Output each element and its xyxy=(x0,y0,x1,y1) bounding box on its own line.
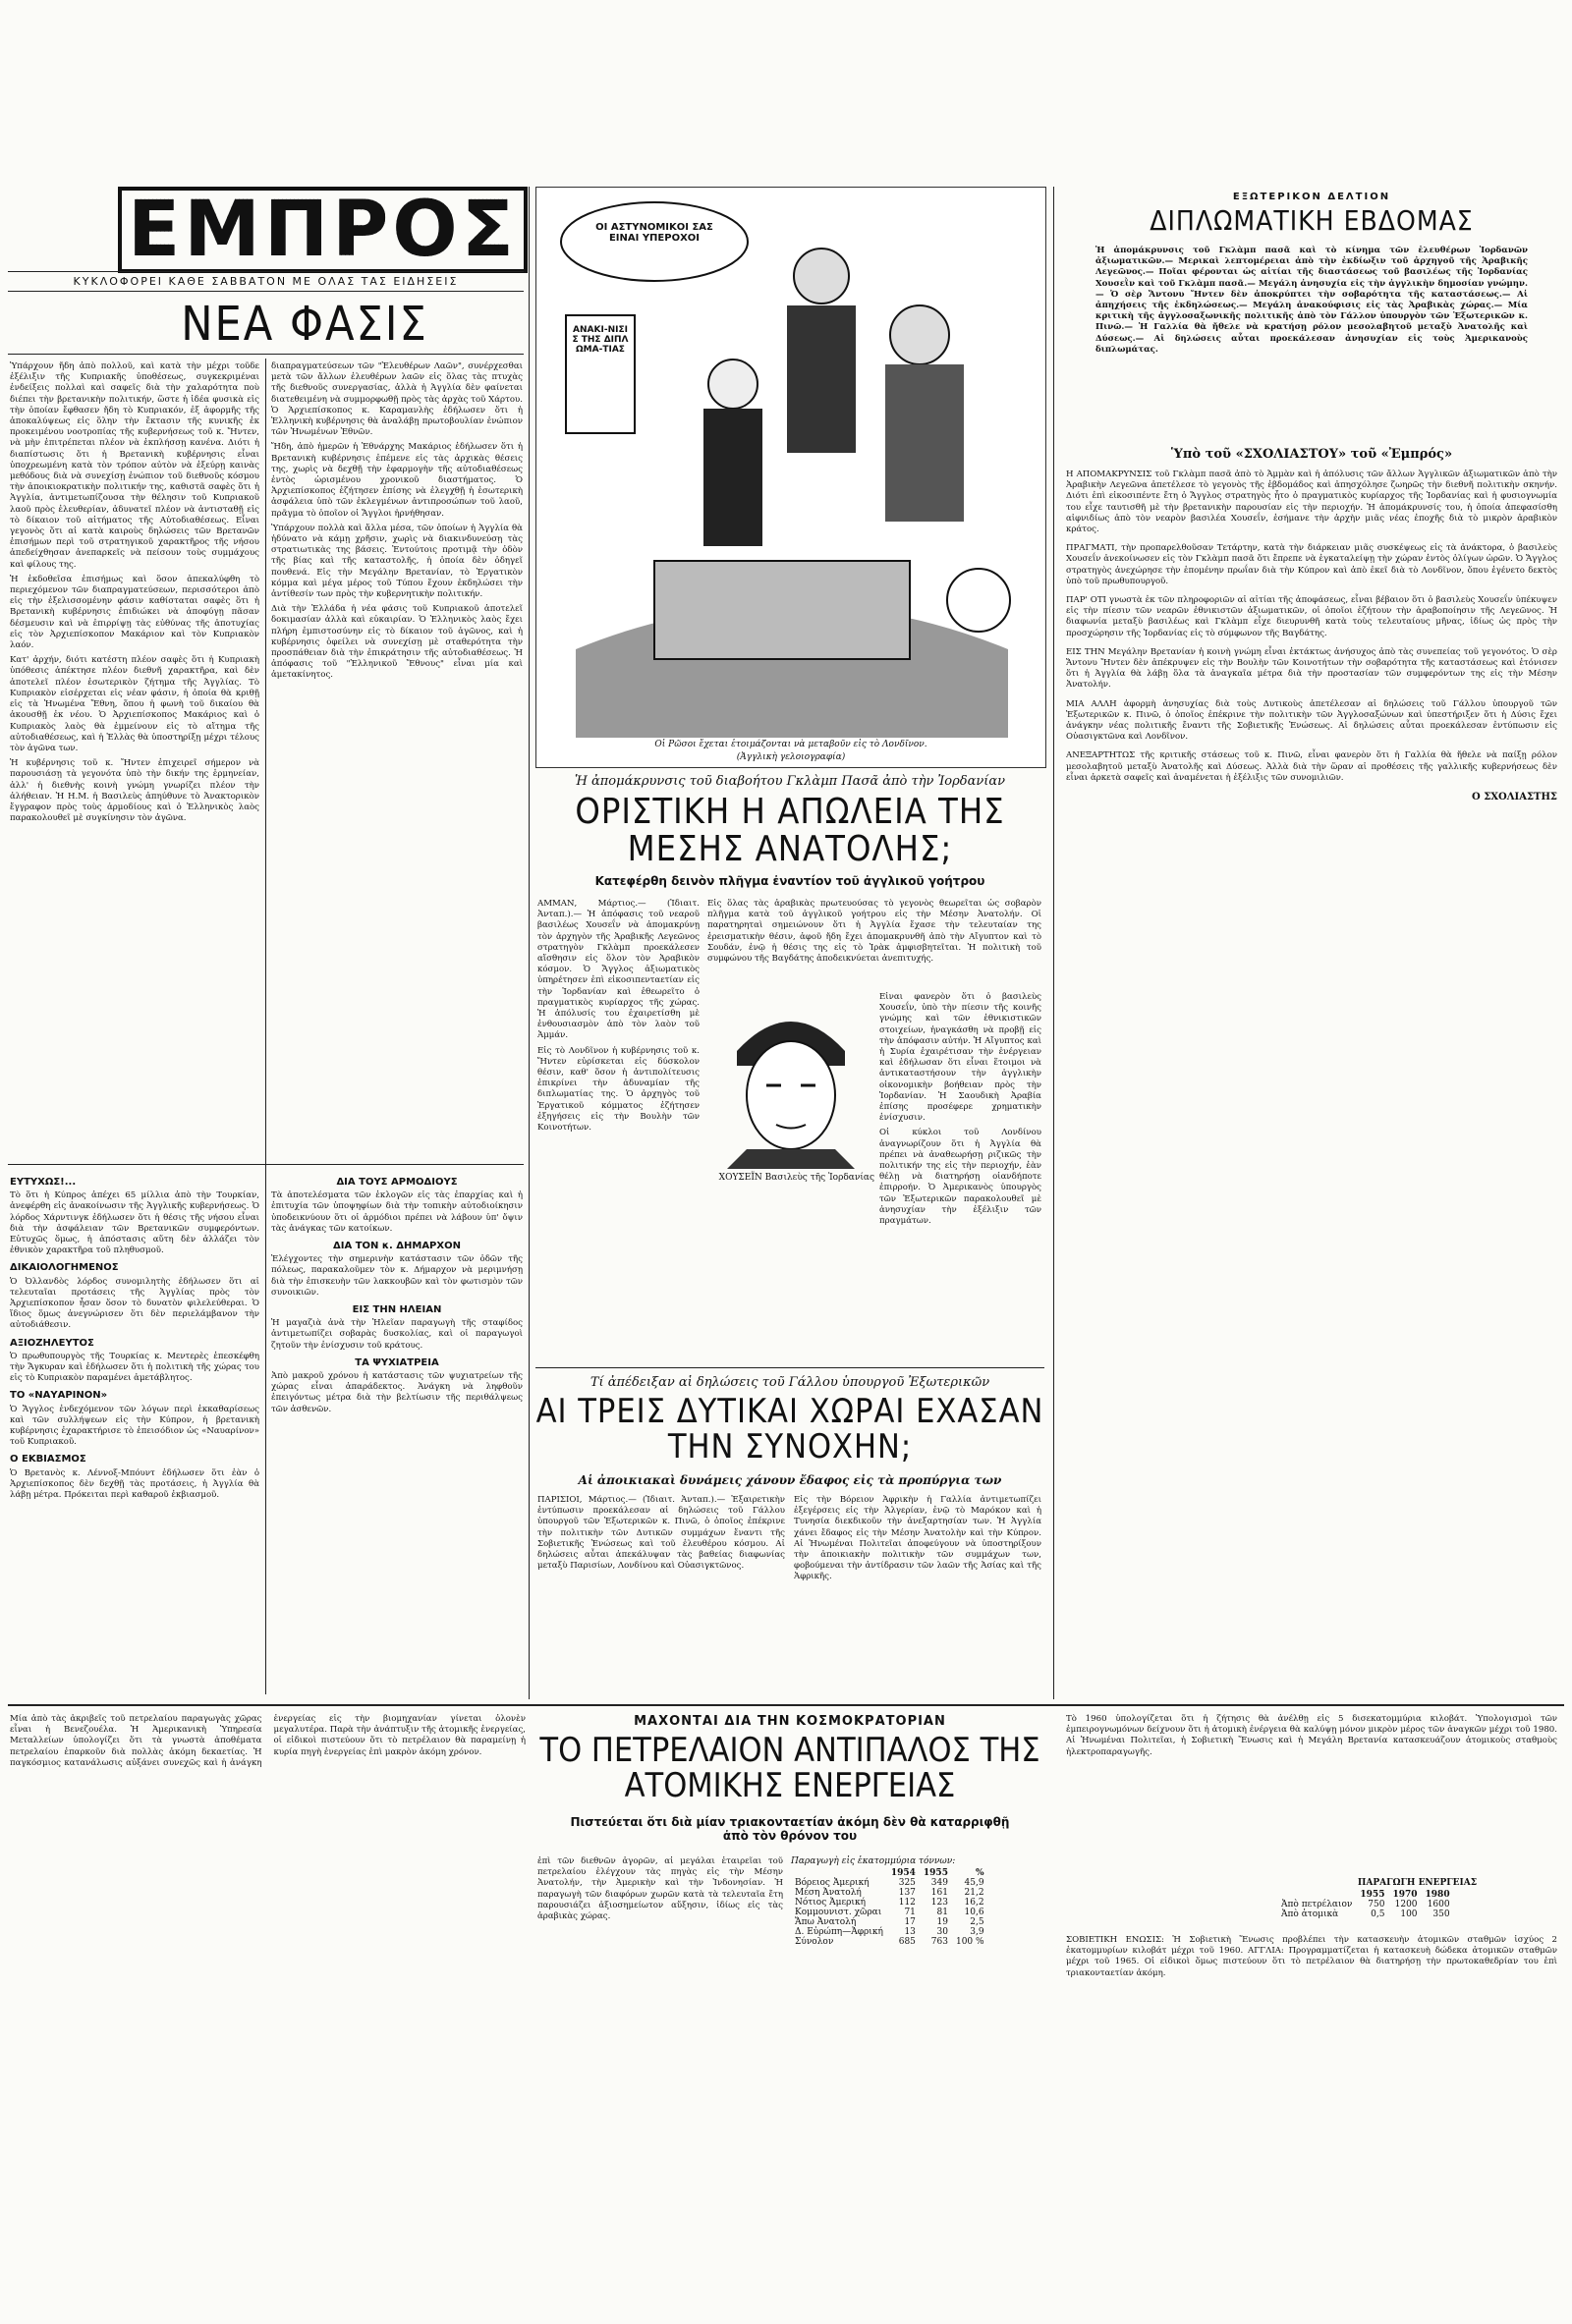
item-text: Ὁ Βρετανὸς κ. Λέννοξ-Μπόυντ ἐδήλωσεν ὅτι ἐὰν ὁ Ἀρχιεπίσκοπος δὲν δεχθῇ τὰς προτάσεις, ἡ Ἀγγλία θὰ λάβῃ μέτρα. Πρόκειται περὶ καθαροῦ ἐκβιασμοῦ. xyxy=(10,1467,259,1501)
right-article xyxy=(1066,470,1557,1697)
paragraph: ΠΡΑΓΜΑΤΙ, τὴν προπαρελθοῦσαν Τετάρτην, κατὰ τὴν διάρκειαν μιᾶς συσκέψεως εἰς τὰ ἀνάκτορα, ὁ βασιλεὺς Χουσεΐν ἀνεκοίνωσεν εἰς τὸν Γκλὰμπ πασᾶ ὅτι ἔπρεπε νὰ ἐγκαταλείψῃ τὴν χώραν ἐντὸς ὀλίγων ὡρῶν. Ὁ Ἄγγλος στρατηγὸς ἀνεχώρησε τὴν ἑπομένην πρωΐαν διὰ τὴν Κύπρον καὶ ἀπὸ ἐκεῖ διὰ τὸ Λονδῖνον, ὅπου ἐγένετο δεκτὸς ὑπὸ τοῦ πρωθυπουργοῦ. xyxy=(1066,543,1557,586)
lead-article-col1 xyxy=(10,361,259,1157)
table-cell: 2,5 xyxy=(970,1917,984,1927)
table-row xyxy=(791,1878,988,1888)
table-row xyxy=(791,1908,988,1917)
table-cell: 71 xyxy=(904,1908,916,1917)
bottom-article-right xyxy=(1066,1714,1557,1871)
paragraph: Διὰ τὴν Ἑλλάδα ἡ νέα φάσις τοῦ Κυπριακοῦ ἀποτελεῖ δοκιμασίαν ἀλλὰ καὶ εὐκαιρίαν. Ὁ Ἑλληνικὸς λαὸς ἔχει πλήρη ἐμπιστοσύνην εἰς τὸ δίκαιον τοῦ ἀγῶνος, καὶ ἡ κυβέρνησις ὀφείλει νὰ συνεχίσῃ μὲ σταθερότητα τὴν προσπάθειαν διὰ τὴν ἐπικράτησιν τῆς αὐτοδιαθέσεως. Ἡ ἀπόφασις τοῦ "Ἑλληνικοῦ Ἔθνους" εἶναι μία καὶ ἀμετακίνητος. xyxy=(271,604,523,681)
table-cell: 100 xyxy=(1400,1909,1418,1919)
table-header-cell: 1980 xyxy=(1425,1890,1450,1900)
bottom-article-mid xyxy=(537,1856,783,2313)
table-cell: 112 xyxy=(898,1898,916,1908)
paragraph: ΑΝΕΞΑΡΤΗΤΩΣ τῆς κριτικῆς στάσεως τοῦ κ. Πινῶ, εἶναι φανερὸν ὅτι ἡ Γαλλία θὰ ἤθελε νὰ παίξῃ ρόλον μεσολαβητοῦ μεταξὺ Ἀνατολῆς καὶ Δύσεως. Ἀλλὰ διὰ τὴν ὥραν αἱ προθέσεις τῆς γαλλικῆς κυβερνήσεως δὲν εἶναι ἀρκετὰ σαφεῖς καὶ ἀναμένεται ἡ ἐξέλιξις τῶν συνομιλιῶν. xyxy=(1066,750,1557,783)
column-rule xyxy=(265,359,266,1694)
item-title: ΕΥΤΥΧΩΣ!... xyxy=(10,1177,77,1188)
paragraph: Ὑπάρχουν πολλὰ καὶ ἄλλα μέσα, τῶν ὁποίων ἡ Ἀγγλία θὰ ἠδύνατο νὰ κάμῃ χρῆσιν, χωρὶς νὰ διακινδυνεύσῃ τὰς στρατιωτικὰς της βάσεις. Ἐντούτοις προτιμᾷ τὴν ὁδὸν τῆς βίας καὶ τῆς καταστολῆς, ἡ ὁποία δὲν ὁδηγεῖ πουθενά. Εἰς τὴν Μεγάλην Βρετανίαν, τὸ Ἐργατικὸν κόμμα καὶ μέγα μέρος τοῦ Τύπου ἔχουν ἐκδηλώσει τὴν ἀντίθεσίν των πρὸς τὴν κυβερνητικὴν πολιτικήν. xyxy=(271,523,523,600)
table-row xyxy=(791,1917,988,1927)
center-kicker-2: Τί ἀπέδειξαν αἱ δηλώσεις τοῦ Γάλλου ὑπουργοῦ Ἐξωτερικῶν xyxy=(590,1375,990,1390)
center-article-col2-top xyxy=(707,899,1041,987)
rule xyxy=(535,1367,1044,1368)
cartoon-sign-text: ΑΝΑΚΙ-ΝΙΣΙΣ ΤΗΣ ΔΙΠΛΩΜΑ-ΤΙΑΣ xyxy=(572,325,629,355)
item-title: Ο ΕΚΒΙΑΣΜΟΣ xyxy=(10,1454,86,1466)
table-cell: 3,9 xyxy=(970,1927,984,1937)
paragraph: Ἡ κυβέρνησις τοῦ κ. Ἤντεν ἐπιχειρεῖ σήμερον νὰ παρουσιάσῃ τὰ γεγονότα ὑπὸ τὴν δικήν της ἑρμηνείαν, ἀλλ' ἡ διεθνὴς κοινὴ γνώμη γνωρίζει πλέον τὴν ἀλήθειαν. Ἡ Η.Μ. ἡ Βασιλεὺς ἀπηύθυνε τὸ Ἀνακτορικὸν ἔγγραφον πρὸς τοὺς ἀρμοδίους καὶ ὁ Ἑλληνικὸς λαὸς παρακολουθεῖ μὲ συγκίνησιν τὸν ἀγῶνα. xyxy=(10,758,259,824)
news-item xyxy=(10,1177,259,1256)
column-rule xyxy=(529,187,530,1699)
table-cell: Σύνολον xyxy=(795,1937,834,1947)
center-subhead-2: Αἱ ἀποικιακαὶ δυνάμεις χάνουν ἔδαφος εἰς τὰ προπύργια των xyxy=(578,1473,1002,1487)
table-cell: 349 xyxy=(930,1878,948,1888)
news-item xyxy=(271,1241,523,1299)
item-text: Τὸ ὅτι ἡ Κύπρος ἀπέχει 65 μίλλια ἀπὸ τὴν Τουρκίαν, ἀνεφέρθη εἰς ἀνακοίνωσιν τῆς Ἀγγλικῆς κυβερνήσεως. Ὁ λόρδος Χάρντινγκ ἐδήλωσεν ὅτι ἡ θέσις τῆς νήσου εἶναι διὰ τὴν ἀσφάλειαν τῶν Βρετανικῶν συμφερόντων. Εὐτυχῶς ὅμως, ἡ ἀπόστασις αὕτη δὲν ἀλλάζει τὸν ἐθνικὸν χαρακτῆρα τοῦ πληθυσμοῦ. xyxy=(10,1190,259,1256)
table-cell: Ἄπω Ἀνατολή xyxy=(795,1917,857,1927)
table-row xyxy=(791,1888,988,1898)
table-cell: 10,6 xyxy=(964,1908,984,1917)
paragraph: ΑΜΜΑΝ, Μάρτιος.— (Ἰδιαιτ. Ἀνταπ.).— Ἡ ἀπόφασις τοῦ νεαροῦ βασιλέως Χουσεΐν νὰ ἀπομακρύνῃ τὸν ἀρχηγὸν τῆς Ἀραβικῆς Λεγεῶνος στρατηγὸν Γκλὰμπ προεκάλεσεν αἴσθησιν εἰς ὅλον τὸν Ἀραβικὸν κόσμον. Ὁ Ἄγγλος ἀξιωματικὸς ὑπηρέτησεν ἐπὶ εἰκοσιπενταετίαν εἰς τὴν Ἰορδανίαν καὶ ἐθεωρεῖτο ὁ πραγματικὸς κυρίαρχος τῆς χώρας. Ἡ ἀπόλυσίς του ἐχαιρετίσθη μὲ ἐνθουσιασμὸν ἀπὸ τὸν λαὸν τοῦ Ἀμμάν. xyxy=(537,899,700,1041)
table-title: Παραγωγὴ εἰς ἑκατομμύρια τόννων: xyxy=(791,1856,956,1866)
rule xyxy=(8,1164,524,1165)
paragraph: ΣΟΒΙΕΤΙΚΗ ΕΝΩΣΙΣ: Ἡ Σοβιετικὴ Ἕνωσις προβλέπει τὴν κατασκευὴν ἀτομικῶν σταθμῶν ἰσχύος 2 ἑκατομμυρίων κιλοβάτ μέχρι τοῦ 1960. ΑΓΓΛΙΑ: Προγραμματίζεται ἡ κατασκευὴ δώδεκα ἀτομικῶν σταθμῶν μέχρι τοῦ 1965. Οἱ εἰδικοὶ ὅμως πιστεύουν ὅτι τὸ πετρέλαιον θὰ διατηρήσῃ τὴν πρωτοκαθεδρίαν του ἐπὶ τριακονταετίαν ἀκόμη. xyxy=(1066,1935,1557,1978)
paragraph: Ἡ ἐκδοθεῖσα ἐπισήμως καὶ ὅσον ἀπεκαλύφθη τὸ περιεχόμενον τῶν διαπραγματεύσεων, περισσότεροι ἀπὸ εἰς τὴν ἐξελισσομένην φάσιν καθίσταται σαφὲς ὅτι ἡ Βρετανικὴ κυβέρνησις ἐπιδιώκει νὰ ἀποφύγῃ πᾶσαν δέσμευσιν καὶ νὰ ἐπιρρίψῃ τὰς εὐθύνας τῆς ἀποτυχίας εἰς τὸν Ἀρχιεπίσκοπον Μακάριον καὶ τὸν Κυπριακὸν λαόν. xyxy=(10,574,259,651)
item-title: ΤΑ ΨΥΧΙΑΤΡΕΙΑ xyxy=(355,1356,439,1368)
table-cell: Βόρειος Ἀμερική xyxy=(795,1878,870,1888)
right-byline: Ὑπὸ τοῦ «ΣΧΟΛΙΑΣΤΟΥ» τοῦ «Ἐμπρός» xyxy=(1170,447,1453,462)
item-title: ΔΙΚΑΙΟΛΟΓΗΜΕΝΟΣ xyxy=(10,1262,119,1274)
paragraph: Ἤδη, ἀπὸ ἡμερῶν ἡ Ἐθνάρχης Μακάριος ἐδήλωσεν ὅτι ἡ Βρετανικὴ κυβέρνησις ἐπέμενε εἰς τὰς ἀρχικὰς θέσεις της, χωρὶς νὰ δεχθῇ τὴν ἐφαρμογὴν τῆς αὐτοδιαθέσεως ἐντὸς ὡρισμένου χρονικοῦ διαστήματος. Ὁ Ἀρχιεπίσκοπος ἐζήτησεν ἐπίσης νὰ ἐλεγχθῇ ἡ ἐσωτερικὴ ἀσφάλεια ὑπὸ τῶν ἐκλεγμένων ἀντιπροσώπων τοῦ λαοῦ, πρᾶγμα τὸ ὁποῖον οἱ Ἄγγλοι ἠρνήθησαν. xyxy=(271,442,523,519)
right-section-label: ΕΞΩΤΕΡΙΚΟΝ ΔΕΛΤΙΟΝ xyxy=(1232,192,1391,202)
section-rule xyxy=(8,1704,1564,1706)
right-headline: ΔΙΠΛΩΜΑΤΙΚΗ ΕΒΔΟΜΑΣ xyxy=(1150,204,1474,237)
center-headline-2: ΑΙ ΤΡΕΙΣ ΔΥΤΙΚΑΙ ΧΩΡΑΙ ΕΧΑΣΑΝ ΤΗΝ ΣΥΝΟΧΗΝ; xyxy=(535,1392,1044,1466)
center-article-col1 xyxy=(537,899,700,1360)
column-rule xyxy=(1053,187,1054,1699)
item-text: Ἐλέγχοντες τὴν σημερινὴν κατάστασιν τῶν ὁδῶν τῆς πόλεως, παρακαλοῦμεν τὸν κ. Δήμαρχον νὰ μεριμνήσῃ διὰ τὴν ἐπισκευὴν τῶν λακκουβῶν καὶ τὸν φωτισμὸν τῶν συνοικιῶν. xyxy=(271,1254,523,1298)
masthead-tagline: ΚΥΚΛΟΦΟΡΕΙ ΚΑΘΕ ΣΑΒΒΑΤΟΝ ΜΕ ΟΛΑΣ ΤΑΣ ΕΙΔΗΣΕΙΣ xyxy=(8,271,524,292)
table-cell: Κομμουνιστ. χῶραι xyxy=(795,1908,882,1917)
table-cell: 350 xyxy=(1432,1909,1450,1919)
table-cell: 30 xyxy=(936,1927,948,1937)
table-cell: Ἀπὸ πετρέλαιον xyxy=(1281,1900,1353,1909)
table-cell: 16,2 xyxy=(964,1898,984,1908)
center-subhead: Κατεφέρθη δεινὸν πλῆγμα ἐναντίον τοῦ ἀγγλικοῦ γοήτρου xyxy=(594,874,985,888)
paragraph: ΕΙΣ ΤΗΝ Μεγάλην Βρετανίαν ἡ κοινὴ γνώμη εἶναι ἐκτάκτως ἀνήσυχος ἀπὸ τὰς συνεπείας τοῦ γεγονότος. Ὁ σὲρ Ἄντονυ Ἤντεν δὲν ἀπέκρυψεν εἰς τὴν Βουλὴν τῶν Κοινοτήτων τὴν σοβαρότητα τῆς καταστάσεως καὶ ἐτόνισεν ὅτι ἡ Ἀγγλία θὰ λάβῃ ὅλα τὰ ἀναγκαῖα μέτρα διὰ τὴν προστασίαν τῶν συμφερόντων της εἰς τὴν Μέσην Ἀνατολήν. xyxy=(1066,646,1557,691)
cartoon xyxy=(535,187,1046,768)
table-cell: 21,2 xyxy=(964,1888,984,1898)
news-item xyxy=(271,1304,523,1352)
bottom-article-right2 xyxy=(1066,1935,1557,2313)
table-header-cell: 1955 xyxy=(1360,1890,1385,1900)
news-item xyxy=(10,1454,259,1501)
paragraph: ΠΑΡΙΣΙΟΙ, Μάρτιος.— (Ἰδιαιτ. Ἀνταπ.).— Ἐξαιρετικὴν ἐντύπωσιν προεκάλεσαν αἱ δηλώσεις τοῦ Γάλλου ὑπουργοῦ τῶν Ἐξωτερικῶν κ. Πινῶ, ὁ ὁποῖος ἐπέκρινε τὴν πολιτικὴν τῶν Δυτικῶν συμμάχων ἔναντι τῆς Σοβιετικῆς Ἑνώσεως καὶ τοῦ ἐλευθέρου κόσμου. Αἱ δηλώσεις αὗται ἀπεκάλυψαν τὰς βαθείας διαφωνίας μεταξὺ Παρισίων, Λονδίνου καὶ Οὐασιγκτῶνος. xyxy=(537,1495,785,1572)
table-cell: 325 xyxy=(898,1878,916,1888)
item-text: Ὁ Ἄγγλος ἐνδεχόμενον τῶν λόγων περὶ ἐκκαθαρίσεως καὶ τῶν συλλήψεων εἰς τὴν Κύπρον, ἡ βρετανικὴ κυβέρνησις ἐχαρακτήρισε τὸ ἐπεισόδιον ὡς «Ναυαρίνον» τοῦ Κυπριακοῦ. xyxy=(10,1404,259,1448)
bottom-headline: ΤΟ ΠΕΤΡΕΛΑΙΟΝ ΑΝΤΙΠΑΛΟΣ ΤΗΣ ΑΤΟΜΙΚΗΣ ΕΝΕΡΓΕΙΑΣ xyxy=(539,1731,1040,1805)
table-header-row xyxy=(1277,1890,1454,1900)
portrait-caption: ΧΟΥΣΕΪΝ Βασιλεὺς τῆς Ἰορδανίας xyxy=(718,1173,874,1183)
item-text: Ἀπὸ μακροῦ χρόνου ἡ κατάστασις τῶν ψυχιατρείων τῆς χώρας εἶναι ἀπαράδεκτος. Ἀνάγκη νὰ ληφθοῦν ἐπειγόντως μέτρα διὰ τὴν βελτίωσιν τῆς περιθάλψεως τῶν ἀσθενῶν. xyxy=(271,1371,523,1414)
paragraph: Κατ' ἀρχήν, διότι κατέστη πλέον σαφὲς ὅτι ἡ Κυπριακὴ ὑπόθεσις ἀπέκτησε πλέον διεθνῆ χαρακτῆρα, καὶ δὲν ἀποτελεῖ πλέον ἐσωτερικὸν ζήτημα τῆς Ἀγγλίας. Τὸ Κυπριακὸν εἰσέρχεται εἰς νέαν φάσιν, ἡ ὁποία θὰ κριθῇ εἰς τὰ Ἡνωμένα Ἔθνη, ὅπου ἡ φωνὴ τοῦ δικαίου θὰ ἀκουσθῇ ἐκ νέου. Ὁ Ἀρχιεπίσκοπος Μακάριος καὶ ὁ Κυπριακὸς λαὸς θὰ ἐμμείνουν εἰς τὸ αἴτημα τῆς αὐτοδιαθέσεως, καὶ ἡ Ἑλλὰς θὰ ὑποστηρίξῃ μέχρι τέλους τὸν ἀγῶνα των. xyxy=(10,655,259,753)
table-cell: 123 xyxy=(930,1898,948,1908)
table-header-row xyxy=(791,1868,988,1878)
table-cell: 685 xyxy=(898,1937,916,1947)
right-signature: Ο ΣΧΟΛΙΑΣΤΗΣ xyxy=(1472,792,1557,803)
paragraph: Η ΑΠΟΜΑΚΡΥΝΣΙΣ τοῦ Γκλὰμπ πασᾶ ἀπὸ τὸ Ἀμμὰν καὶ ἡ ἀπόλυσις τῶν ἄλλων Ἀγγλικῶν ἀξιωματικῶν ἀπὸ τὴν Ἀραβικὴν Λεγεῶνα ἀπετέλεσε τὸ γεγονὸς τῆς ἑβδομάδος καὶ ἀπησχόλησε ζωηρῶς τὴν διεθνῆ πολιτικὴν σκηνήν. Διότι ἐπὶ εἰκοσιπέντε ἔτη ὁ Ἄγγλος στρατηγὸς ἦτο ὁ πραγματικὸς κυρίαρχος τῆς Ἰορδανίας καὶ ἡ φυσιογνωμία του εἶχε ταυτισθῆ μὲ τὴν βρετανικὴν παρουσίαν εἰς τὴν περιοχήν. Ἡ ἀπομάκρυνσίς του, ἡ ὁποία ἀπεφασίσθη αἰφνιδίως ἀπὸ τὸν νεαρὸν βασιλέα Χουσεΐν, ἐσήμανε τὴν ἀρχὴν μιᾶς νέας ἐποχῆς διὰ τὸ μικρὸν ἀραβικὸν κράτος. xyxy=(1066,470,1557,535)
table-cell: Μέση Ἀνατολή xyxy=(795,1888,862,1898)
table-header-cell: 1955 xyxy=(923,1868,948,1878)
table-cell: 763 xyxy=(930,1937,948,1947)
paragraph: Εἰς ὅλας τὰς ἀραβικὰς πρωτευούσας τὸ γεγονὸς θεωρεῖται ὡς σοβαρὸν πλῆγμα κατὰ τοῦ ἀγγλικοῦ γοήτρου εἰς τὴν Μέσην Ἀνατολήν. Οἱ παρατηρηταὶ σημειώνουν ὅτι ἡ Ἀγγλία ἔχασε τὴν τελευταίαν της ἐρεισματικὴν θέσιν, ἀφοῦ ἤδη ἔχει ἀπομακρυνθῆ ἀπὸ τὴν Αἴγυπτον καὶ τὸ Σουδάν, ἐνῷ ἡ θέσις της εἰς τὸ Ἰρὰκ ἀμφισβητεῖται. Ἡ πολιτικὴ τοῦ συμφώνου τῆς Βαγδάτης ἀποδεικνύεται ἀνεπιτυχής. xyxy=(707,899,1041,965)
bottom-kicker: ΜΑΧΟΝΤΑΙ ΔΙΑ ΤΗΝ ΚΟΣΜΟΚΡΑΤΟΡΙΑΝ xyxy=(634,1714,946,1729)
item-title: ΤΟ «ΝΑΥΑΡΙΝΟΝ» xyxy=(10,1390,108,1402)
table-cell: 0,5 xyxy=(1371,1909,1385,1919)
item-title: ΔΙΑ ΤΟΥΣ ΑΡΜΟΔΙΟΥΣ xyxy=(336,1177,458,1188)
table-header-cell: % xyxy=(976,1868,984,1878)
news-item xyxy=(10,1390,259,1448)
paragraph: ἐπὶ τῶν διεθνῶν ἀγορῶν, αἱ μεγάλαι ἑταιρεῖαι τοῦ πετρελαίου ἐλέγχουν τὰς πηγὰς εἰς τὴν Μέσην Ἀνατολήν, τὴν Ἀμερικὴν καὶ τὴν Ἰνδονησίαν. Ἡ παραγωγὴ τῶν διαφόρων χωρῶν κατὰ τὰ τελευταῖα ἔτη παρουσιάζει ἀξιοσημείωτον αὔξησιν, ἰδίως εἰς τὰς ἀραβικὰς χώρας. xyxy=(537,1856,783,1922)
table-cell: 45,9 xyxy=(964,1878,984,1888)
production-table-grid xyxy=(791,1868,988,1947)
masthead-logo: ΕΜΠΡΟΣ xyxy=(118,187,528,273)
cartoon-caption: Οἱ Ρῶσοι ἔχεται ἑτοιμάζονται νὰ μεταβοῦν εἰς τὸ Λονδῖνον. xyxy=(654,740,927,749)
cartoon-illustration xyxy=(536,188,1045,738)
center-article2-col1 xyxy=(537,1495,785,1696)
paragraph: Εἰς τὴν Βόρειον Ἀφρικὴν ἡ Γαλλία ἀντιμετωπίζει ἐξεγέρσεις εἰς τὴν Ἀλγερίαν, ἐνῷ τὸ Μαρόκον καὶ ἡ Τυνησία διεκδικοῦν τὴν ἀνεξαρτησίαν των. Ἡ Ἀγγλία χάνει ἔδαφος εἰς τὴν Μέσην Ἀνατολὴν καὶ τὴν Κύπρον. Αἱ Ἡνωμέναι Πολιτεῖαι ἀποφεύγουν νὰ ὑποστηρίξουν τὴν ἀποικιακὴν πολιτικὴν τῶν συμμάχων των, φοβούμεναι τὴν ἀντίδρασιν τῶν λαῶν τῆς Ἀσίας καὶ τῆς Ἀφρικῆς. xyxy=(794,1495,1041,1582)
paragraph: Τὸ 1960 ὑπολογίζεται ὅτι ἡ ζήτησις θὰ ἀνέλθῃ εἰς 5 δισεκατομμύρια κιλοβάτ. Ὑπολογισμοὶ τῶν ἐμπειρογνωμόνων δείχνουν ὅτι ἡ ἀτομικὴ ἐνέργεια θὰ καλύψῃ μόνον μικρὸν μέρος τῶν ἀναγκῶν μέχρι τοῦ 1980. Αἱ Ἡνωμέναι Πολιτεῖαι, ἡ Σοβιετικὴ Ἕνωσις καὶ ἡ Μεγάλη Βρετανία κατασκευάζουν ἀτομικοὺς σταθμοὺς ἠλεκτροπαραγωγῆς. xyxy=(1066,1714,1557,1757)
energy-table-grid xyxy=(1277,1890,1454,1919)
paragraph: ΜΙΑ ΑΛΛΗ ἀφορμὴ ἀνησυχίας διὰ τοὺς Δυτικοὺς ἀπετέλεσαν αἱ δηλώσεις τοῦ Γάλλου ὑπουργοῦ τῶν Ἐξωτερικῶν κ. Πινῶ, ὁ ὁποῖος ἐπέκρινε τὴν πολιτικὴν τῶν Ἀγγλοσαξώνων καὶ ὑπεστήριξεν ὅτι ἡ Δύσις ἔχει ἀνάγκην νέας πολιτικῆς ἔναντι τῆς Σοβιετικῆς Ἑνώσεως. Αἱ δηλώσεις αὗται προεκάλεσαν ἐντύπωσιν εἰς Οὐασιγκτῶνα καὶ Λονδῖνον. xyxy=(1066,698,1557,743)
center-article-col3 xyxy=(879,992,1041,1360)
news-item xyxy=(10,1338,259,1385)
table-cell: 161 xyxy=(930,1888,948,1898)
item-text: Ἡ μαγαζιὰ ἀνὰ τὴν Ἠλεῖαν παραγωγὴ τῆς σταφίδος ἀντιμετωπίζει σοβαρὰς δυσκολίας, καὶ οἱ παραγωγοὶ ζητοῦν τὴν ἐνίσχυσιν τοῦ κράτους. xyxy=(271,1318,523,1351)
center-article2-col2 xyxy=(794,1495,1041,1696)
table-cell: 100 % xyxy=(955,1937,984,1947)
item-title: ΕΙΣ ΤΗΝ ΗΛΕΙΑΝ xyxy=(352,1304,442,1316)
right-summary: Ἡ ἀπομάκρυνσις τοῦ Γκλὰμπ πασᾶ καὶ τὸ κίνημα τῶν ἐλευθέρων Ἰορδανῶν ἀξιωματικῶν.— Μερικαὶ λεπτομέρειαι ἀπὸ τὴν ἐκδίωξιν τοῦ ἀρχηγοῦ τῆς Ἀραβικῆς Λεγεῶνος.— Ποῖαι φέρονται ὡς αἰτίαι τῆς διαστάσεως τοῦ βασιλέως τῆς Ἰορδανίας Χουσεῒν καὶ τοῦ Γκλὰμπ πασᾶ.— Μεγάλη ἀνησυχία εἰς τὴν ἀγγλικὴν δημοσίαν γνώμην.— Ὁ σὲρ Ἄντονυ Ἤντεν δὲν ἀποκρύπτει τὴν σοβαρότητα τῆς καταστάσεως.— Αἱ ἀπηχήσεις τῆς ἐκδηλώσεως.— Μεγάλη ἀνακούφισις εἰς τὰς Ἀραβικὰς χώρας.— Μία κριτικὴ τῆς ἀγγλοσαξωνικῆς πολιτικῆς ἀπὸ τὸν Γάλλον ὑπουργὸν τῶν Ἐξωτερικῶν κ. Πινῶ.— Ἡ Γαλλία θὰ ἤθελε νὰ κρατήσῃ ρόλον μεσολαβητοῦ μεταξὺ Ἀνατολῆς καὶ Δύσεως.— Αἱ δηλώσεις αὗται προεκάλεσαν ἀνησυχίαν εἰς τοὺς Ἀμερικανοὺς διπλωμάτας. xyxy=(1095,246,1528,355)
table-cell: 1600 xyxy=(1427,1900,1450,1909)
table-row xyxy=(1277,1909,1454,1919)
short-items-col2 xyxy=(271,1171,523,1696)
table-cell: 19 xyxy=(936,1917,948,1927)
table-cell: 17 xyxy=(904,1917,916,1927)
table-cell: 81 xyxy=(936,1908,948,1917)
table-cell: 13 xyxy=(904,1927,916,1937)
item-text: Ὁ Ὀλλανδὸς λόρδος συνομιλητὴς ἐδήλωσεν ὅτι αἱ τελευταῖαι προτάσεις τῆς Ἀγγλίας πρὸς τὸν Ἀρχιεπίσκοπον ἦσαν ὅσον τὸ δυνατὸν φιλελεύθεραι. Ὁ ἴδιος ὅμως ἀνεγνώρισεν ὅτι δὲν περιελάμβανον τὴν αὐτοδιάθεσιν. xyxy=(10,1276,259,1331)
table-cell: 1200 xyxy=(1394,1900,1418,1909)
lead-article-col2 xyxy=(271,361,523,1157)
news-item xyxy=(271,1357,523,1415)
table-cell: Δ. Εὐρώπη—Ἀφρική xyxy=(795,1927,883,1937)
table2-title: ΠΑΡΑΓΩΓΗ ΕΝΕΡΓΕΙΑΣ xyxy=(1357,1878,1478,1888)
item-text: Τὰ ἀποτελέσματα τῶν ἐκλογῶν εἰς τὰς ἐπαρχίας καὶ ἡ ἐπιτυχία τῶν ὑποψηφίων διὰ τὴν τοπικὴν αὐτοδιοίκησιν ὑποδεικνύουν ὅτι οἱ ἁρμόδιοι πρέπει νὰ λάβουν ὑπ' ὄψιν τὰς ἀνάγκας τῶν κατοίκων. xyxy=(271,1190,523,1234)
paragraph: Μία ἀπὸ τὰς ἀκριβεῖς τοῦ πετρελαίου παραγωγὰς χῶρας εἶναι ἡ Βενεζουέλα. Ἡ Ἀμερικανικὴ Ὑπηρεσία Μεταλλείων ὑπολογίζει ὅτι τὰ γνωστὰ ἀποθέματα πετρελαίου ἐπαρκοῦν διὰ πολλὰς ἀκόμη δεκαετίας. Ἡ παγκόσμιος κατανάλωσις αὐξάνει συνεχῶς καὶ ἡ ἀνάγκη ἐνεργείας εἰς τὴν βιομηχανίαν γίνεται ὁλονὲν μεγαλυτέρα. Παρὰ τὴν ἀνάπτυξιν τῆς ἀτομικῆς ἐνεργείας, οἱ εἰδικοὶ πιστεύουν ὅτι τὸ πετρέλαιον θὰ παραμείνῃ ἡ κυρία πηγὴ ἐνεργείας ἐπὶ μακρὸν ἀκόμη χρόνον. xyxy=(10,1714,526,1768)
left-headline: ΝΕΑ ΦΑΣΙΣ xyxy=(181,297,428,352)
cartoon-bubble-text: ΟΙ ΑΣΤΥΝΟΜΙΚΟΙ ΣΑΣ ΕΙΝΑΙ ΥΠΕΡΟΧΟΙ xyxy=(595,222,713,244)
energy-table xyxy=(1277,1878,1557,1919)
paragraph: Ὑπάρχουν ἤδη ἀπὸ πολλοῦ, καὶ κατὰ τὴν μέχρι τοῦδε ἐξέλιξιν τῆς Κυπριακῆς ὑποθέσεως, συγκεκριμέναι ἐνδείξεις πολλαὶ καὶ σαφεῖς διὰ τὴν χαλαρότητα ποὺ διέπει τὴν βρετανικὴν πολιτικήν, ὥστε ἡ ἰδέα φυσικὰ εἰς τὴν ὁποίαν ἔφθασεν ἤδη τὸ Κυπριακόν, ἐξ ἀφορμῆς τῆς ἀποκαλύψεως εἰς ὅλην τὴν ἔκτασιν τῆς κυνικῆς ἐκ προκειμένου νοοτροπίας τῆς κυβερνήσεως τοῦ κ. Ἤντεν, νὰ μὴν ἐπιτρέπεται πλέον νὰ ἐκπλήσσῃ κανένα. Διότι ἡ διαπίστωσις ὅτι ἡ Βρετανικὴ κυβέρνησις εἶναι ὑποχρεωμένη κατὰ τὸν τρόπον αὐτὸν νὰ ἐξεύρῃ καινὰς μεθόδους διὰ νὰ συνεχίσῃ ἐνώπιον τοῦ διεθνοῦς κόσμου τὴν ἀποικιοκρατικὴν πολιτικήν της, καθιστᾶ σαφὲς ὅτι ἡ Ἀγγλία, ἀντιμετωπίζουσα τὴν θέλησιν τοῦ Κυπριακοῦ λαοῦ πρὸς ἐλευθερίαν, ἀδυνατεῖ πλέον νὰ ἀντισταθῇ εἰς τὸ δίκαιον τοῦ αἰτήματος τῆς Αὐτοδιαθέσεως. Εἶναι γεγονὸς ὅτι αἱ κατὰ καιροὺς δηλώσεις τῶν Βρετανῶν ἐπισήμων περὶ τοῦ στρατηγικοῦ χαρακτῆρος τῆς νήσου ἀπεδείχθησαν ἀνεπαρκεῖς νὰ πείσουν τοὺς συμμάχους καὶ φίλους της. xyxy=(10,361,259,570)
paragraph: Εἶναι φανερὸν ὅτι ὁ βασιλεὺς Χουσεΐν, ὑπὸ τὴν πίεσιν τῆς κοινῆς γνώμης καὶ τῶν ἐθνικιστικῶν στοιχείων, ἠναγκάσθη νὰ προβῇ εἰς τὴν ἀπόφασιν αὐτήν. Ἡ Αἴγυπτος καὶ ἡ Συρία ἐχαιρέτισαν τὴν ἐνέργειαν καὶ ἐδήλωσαν ὅτι εἶναι ἕτοιμοι νὰ ἀντικαταστήσουν τὴν ἀγγλικὴν οἰκονομικὴν βοήθειαν πρὸς τὴν Ἰορδανίαν. Ἡ Σαουδικὴ Ἀραβία ἐπίσης προσέφερε χρηματικὴν ἐνίσχυσιν. xyxy=(879,992,1041,1124)
center-headline: ΟΡΙΣΤΙΚΗ Η ΑΠΩΛΕΙΑ ΤΗΣ ΜΕΣΗΣ ΑΝΑΤΟΛΗΣ; xyxy=(575,792,1005,869)
short-items-col1 xyxy=(10,1171,259,1696)
center-kicker: Ἡ ἀπομάκρυνσις τοῦ διαβοήτου Γκλὰμπ Πασᾶ ἀπὸ τὴν Ἰορδανίαν xyxy=(574,774,1006,789)
item-title: ΔΙΑ ΤΟΝ κ. ΔΗΜΑΡΧΟΝ xyxy=(333,1241,461,1252)
masthead-title xyxy=(118,186,518,274)
table-row xyxy=(791,1937,988,1947)
table-cell: 137 xyxy=(898,1888,916,1898)
table-row xyxy=(791,1898,988,1908)
portrait-hussein xyxy=(707,992,874,1189)
production-table xyxy=(791,1856,1044,1947)
table-cell: 750 xyxy=(1368,1900,1385,1909)
news-item xyxy=(271,1177,523,1235)
item-text: Ὁ πρωθυπουργὸς τῆς Τουρκίας κ. Μεντερὲς ἐπεσκέφθη τὴν Ἄγκυραν καὶ ἐδήλωσεν ὅτι ἡ πολιτικὴ τῆς χώρας του εἰς τὸ Κυπριακὸν παραμένει ἀμετάβλητος. xyxy=(10,1351,259,1384)
paragraph: Εἰς τὸ Λονδῖνον ἡ κυβέρνησις τοῦ κ. Ἤντεν εὑρίσκεται εἰς δύσκολον θέσιν, καθ' ὅσον ἡ ἀντιπολίτευσις ἐπικρίνει τὴν ἀδυναμίαν τῆς διπλωματίας της. Ὁ ἀρχηγὸς τοῦ Ἐργατικοῦ κόμματος ἐζήτησεν ἐξηγήσεις εἰς τὴν Βουλὴν τῶν Κοινοτήτων. xyxy=(537,1045,700,1134)
paragraph: διαπραγματεύσεων τῶν "Ἐλευθέρων Λαῶν", συνέρχεσθαι μετὰ τῶν ἄλλων ἐλευθέρων λαῶν εἰς ὅλας τὰς πτυχὰς τῆς διεθνοῦς συνεργασίας, ἀλλὰ ἡ Ἀγγλία δὲν φαίνεται διατεθειμένη νὰ συμμορφωθῇ πρὸς τὰς ἀρχὰς τοῦ Χάρτου. Ὁ Ἀρχιεπίσκοπος κ. Καραμανλὴς ἐδήλωσεν ὅτι ἡ Ἑλληνικὴ κυβέρνησις θὰ ἀναλάβῃ πρωτοβουλίαν ἐνώπιον τῶν Ἡνωμένων Ἐθνῶν. xyxy=(271,361,523,438)
bottom-article-left xyxy=(10,1714,526,2313)
table-header-cell xyxy=(1277,1890,1356,1900)
paragraph: Οἱ κύκλοι τοῦ Λονδίνου ἀναγνωρίζουν ὅτι ἡ Ἀγγλία θὰ πρέπει νὰ ἀναθεωρήσῃ ριζικῶς τὴν πολιτικήν της εἰς τὴν περιοχήν, ἐὰν θέλῃ νὰ διατηρήσῃ οἱανδήποτε ἐπιρροήν. Ὁ Ἀμερικανὸς ὑπουργὸς τῶν Ἐξωτερικῶν παρακολουθεῖ μὲ ἀνησυχίαν τὴν ἐξέλιξιν τῶν πραγμάτων. xyxy=(879,1128,1041,1227)
table-header-cell xyxy=(791,1868,887,1878)
news-item xyxy=(10,1262,259,1331)
rule xyxy=(8,354,524,355)
table-cell: Νότιος Ἀμερική xyxy=(795,1898,866,1908)
cartoon-source: (Ἀγγλικὴ γελοιογραφία) xyxy=(736,752,846,762)
paragraph: ΠΑΡ' ΟΤΙ γνωστὰ ἐκ τῶν πληροφοριῶν αἱ αἰτίαι τῆς ἀποφάσεως, εἶναι βέβαιον ὅτι ὁ βασιλεὺς Χουσεΐν ὑπέκυψεν εἰς τὴν πίεσιν τῶν νεαρῶν ἐθνικιστῶν ἀξιωματικῶν, οἱ ὁποῖοι ἐζήτουν τὴν ἀραβοποίησιν τῆς Λεγεῶνος. Ἡ διαφωνία μεταξὺ βασιλέως καὶ Γκλὰμπ εἶχε διευρυνθῆ κατὰ τοὺς τελευταίους μῆνας, ἰδίως ὡς πρὸς τὴν προσχώρησιν τῆς Ἰορδανίας εἰς τὸ σύμφωνον τῆς Βαγδάτης. xyxy=(1066,595,1557,638)
table-row xyxy=(791,1927,988,1937)
table-header-cell: 1954 xyxy=(890,1868,916,1878)
table-row xyxy=(1277,1900,1454,1909)
item-title: ΑΞΙΟΖΗΛΕΥΤΟΣ xyxy=(10,1337,94,1349)
portrait-illustration xyxy=(707,992,874,1169)
table-header-cell: 1970 xyxy=(1392,1890,1418,1900)
bottom-subhead: Πιστεύεται ὅτι διὰ μίαν τριακονταετίαν ἀκόμη δὲν θὰ καταρριφθῇ ἀπὸ τὸν θρόνον του xyxy=(570,1815,1010,1843)
table-cell: Ἀπὸ ἀτομικὰ xyxy=(1281,1909,1339,1919)
